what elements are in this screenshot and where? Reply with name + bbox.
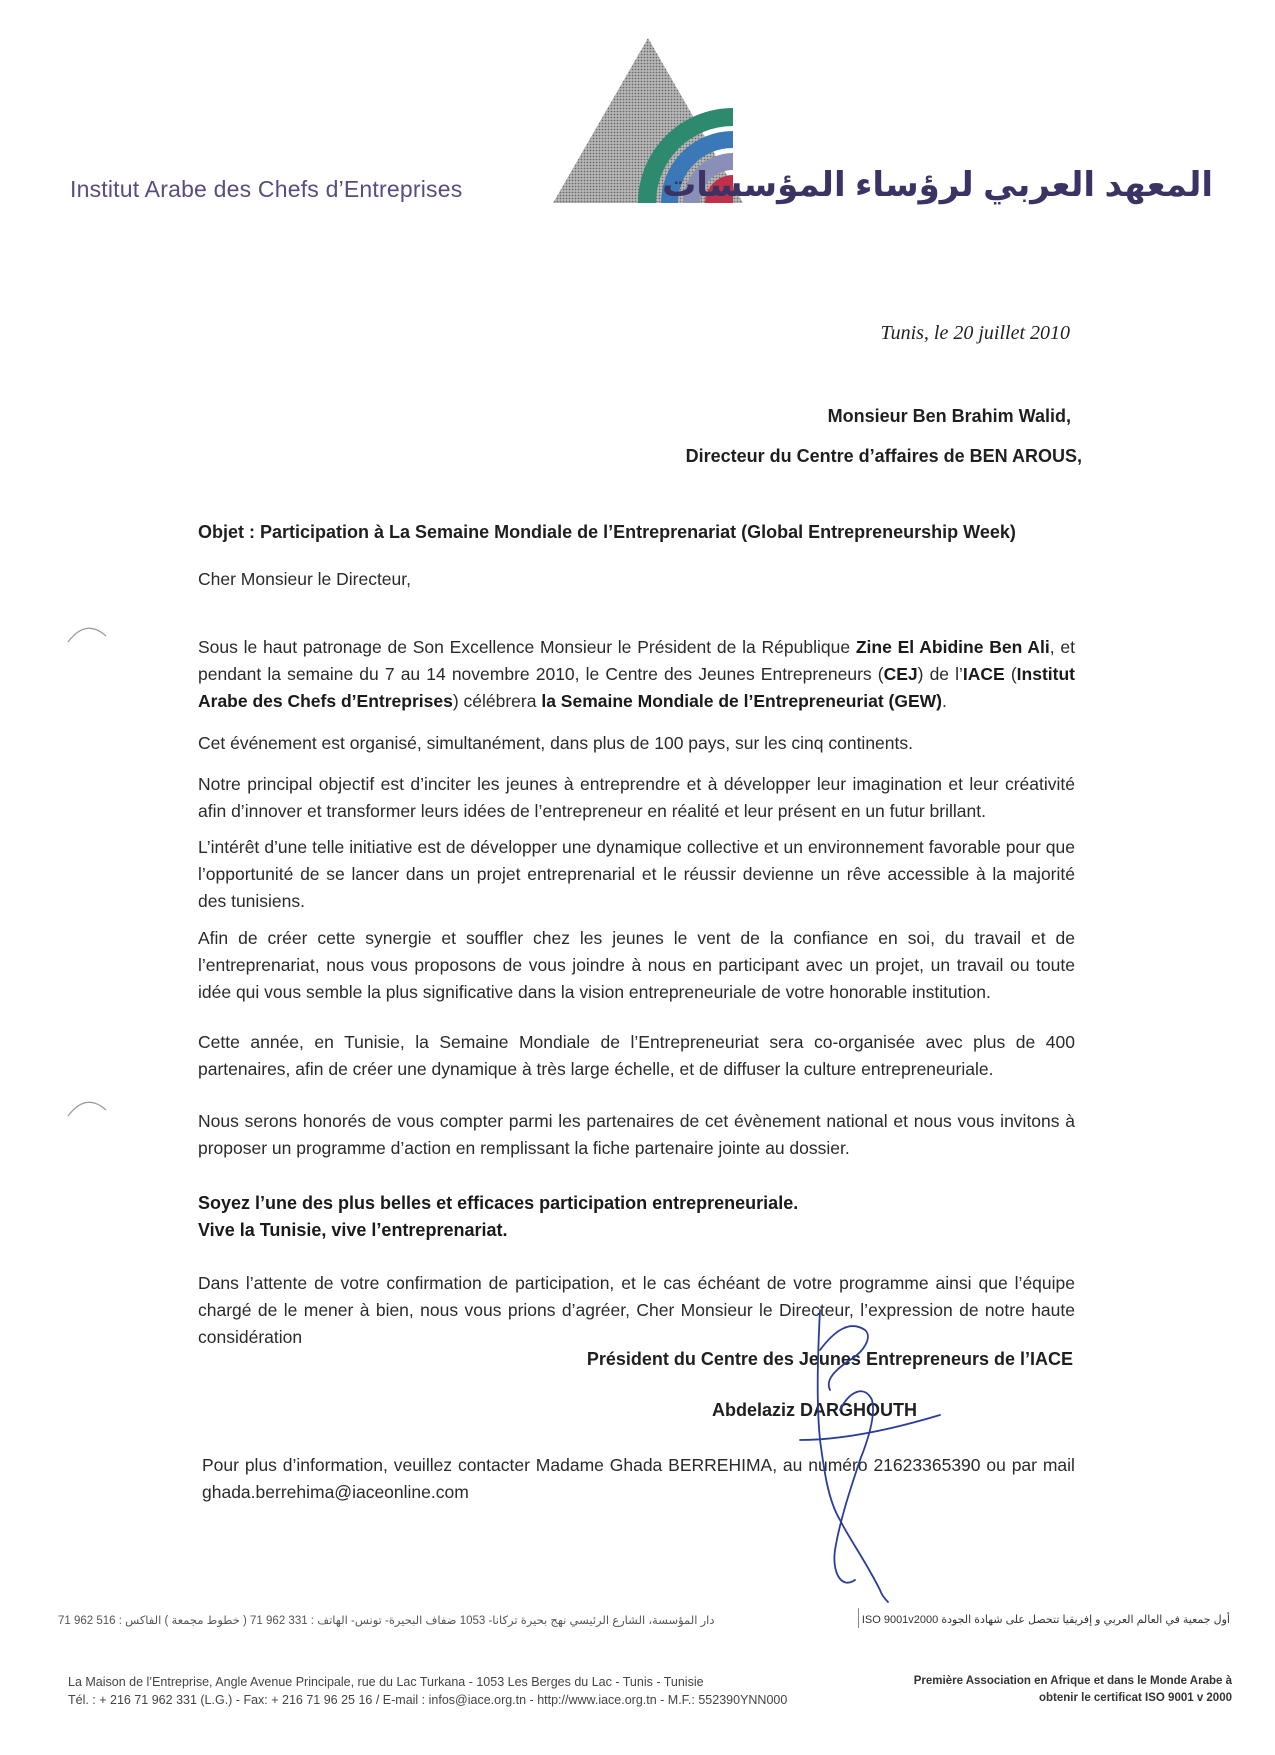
cej-acronym: CEJ <box>883 664 918 684</box>
salutation: Cher Monsieur le Directeur, <box>198 569 411 589</box>
recipient-title: Directeur du Centre d’affaires de BEN AROUS, <box>685 446 1082 466</box>
paragraph-2: Cet événement est organisé, simultanément, dans plus de 100 pays, sur les cinq continents. <box>198 733 913 753</box>
contact-word: d’information, <box>282 1455 388 1475</box>
handwritten-signature-icon <box>780 1290 960 1610</box>
paragraph-8: Dans l’attente de votre confirmation de participation, et le cas échéant de votre programme ainsi que l’équipe chargé de le mener à bien, nous vous prions d’agréer, Cher Monsieur le Directeur, l’expression de notre haute considération <box>198 1273 1075 1347</box>
iace-full-name: Institut Arabe des Chefs d’Entreprises <box>198 664 1075 711</box>
p1-text: . <box>941 691 947 711</box>
punch-hole-mark-icon <box>66 622 108 644</box>
contact-word: mail <box>1042 1455 1075 1475</box>
punch-hole-mark-icon <box>66 1096 108 1118</box>
footer-cert-fr <box>914 1673 1232 1707</box>
contact-phone: 21623365390 <box>873 1455 981 1475</box>
footer-address-ar: دار المؤسسة، الشارع الرئيسي نهج بحيرة تركانا- 1053 ضفاف البحيرة- تونس- الهاتف : 331 962 71 ( خطوط مجمعة ) الفاكس : 516 962 71 <box>58 1615 715 1627</box>
org-name-fr: Institut Arabe des Chefs d’Entreprises <box>70 176 463 202</box>
contact-word: au <box>782 1455 803 1475</box>
org-name-ar: المعهد العربي لرؤساء المؤسسات <box>662 166 1213 204</box>
p1-text: Sous le haut patronage de Son Excellence Monsieur le Président de la République <box>198 637 856 657</box>
p1-text: , et pendant la semaine du 7 au 14 novembre 2010, le Centre des Jeunes Entrepreneurs ( <box>198 637 1075 684</box>
contact-word: plus <box>244 1455 277 1475</box>
contact-word: Ghada <box>609 1455 663 1475</box>
gew-name: la Semaine Mondiale de l’Entrepreneuriat (GEW) <box>541 691 942 711</box>
footer-cert-ar: أول جمعية في العالم العربي و إفريقيا تتحصل على شهادة الجودة ISO 9001v2000 <box>861 1614 1230 1626</box>
footer-divider <box>858 1608 859 1628</box>
recipient-name: Monsieur Ben Brahim Walid, <box>827 406 1071 426</box>
paragraph-6: Cette année, en Tunisie, la Semaine Mondiale de l’Entrepreneuriat sera co-organisée avec plus de 400 partenaires, afin de créer une dynamique à très large échelle, et de diffuser la culture entrepreneuriale. <box>198 1032 1075 1079</box>
contact-word: Pour <box>202 1455 239 1475</box>
p1-text: ) de l’ <box>917 664 963 684</box>
footer-address-fr <box>68 1673 787 1709</box>
contact-word: numéro <box>808 1455 868 1475</box>
footer-cert-line1: Première Association en Afrique et dans le Monde Arabe à <box>913 1675 1232 1687</box>
paragraph-4: L’intérêt d’une telle initiative est de développer une dynamique collective et un environnement favorable pour que l’opportunité de se lancer dans un projet entreprenarial et le réussir devienne un rêve accessible à la majorité des tunisiens. <box>198 837 1075 911</box>
letter-date: Tunis, le 20 juillet 2010 <box>880 322 1070 344</box>
footer-address-line2: Tél. : + 216 71 962 331 (L.G.) - Fax: + 216 71 96 25 16 / E-mail : infos@iace.org.tn - http://www.iace.org.tn - M.F.: 552390YNN000 <box>68 1693 788 1707</box>
contact-word: contacter <box>457 1455 530 1475</box>
contact-word: Madame <box>535 1455 604 1475</box>
president-name: Zine El Abidine Ben Ali <box>855 637 1050 657</box>
contact-word: par <box>1011 1455 1037 1475</box>
contact-word: ou <box>986 1455 1006 1475</box>
contact-word: veuillez <box>393 1455 453 1475</box>
signer-title: Président du Centre des Jeunes Entrepreneurs de l’IACE <box>586 1349 1073 1369</box>
paragraph-7: Nous serons honorés de vous compter parmi les partenaires de cet évènement national et nous vous invitons à proposer un programme d’action en remplissant la fiche partenaire jointe au dossier. <box>198 1111 1075 1158</box>
paragraph-5: Afin de créer cette synergie et souffler chez les jeunes le vent de la confiance en soi, du travail et de l’entreprenariat, nous vous proposons de vous joindre à nous en participant avec un projet, un travail ou toute idée qui vous semble la plus significative dans la vision entrepreneuriale de votre honorable institution. <box>198 928 1075 1002</box>
p1-text: ) célébrera <box>452 691 542 711</box>
paragraph-3: Notre principal objectif est d’inciter les jeunes à entreprendre et à développer leur imagination et leur créativité afin d’innover et transformer leurs idées de l’entrepreneur en réalité et leur présent en un futur brillant. <box>198 774 1075 821</box>
iace-acronym: IACE <box>962 664 1005 684</box>
p1-text: ( <box>1004 664 1017 684</box>
paragraph-1 <box>198 634 1075 715</box>
contact-email: ghada.berrehima@iaceonline.com <box>202 1482 469 1502</box>
footer-cert-line2: obtenir le certificat ISO 9001 v 2000 <box>1038 1692 1232 1704</box>
contact-word: BERREHIMA, <box>668 1455 778 1475</box>
slogan-2: Vive la Tunisie, vive l’entreprenariat. <box>198 1220 508 1240</box>
slogan-1: Soyez l’une des plus belles et efficaces participation entrepreneuriale. <box>198 1193 799 1213</box>
signer-name: Abdelaziz DARGHOUTH <box>711 1400 917 1420</box>
letter-subject: Objet : Participation à La Semaine Mondiale de l’Entreprenariat (Global Entrepreneurship Week) <box>198 522 1016 542</box>
footer-address-line1: La Maison de l’Entreprise, Angle Avenue Principale, rue du Lac Turkana - 1053 Les Berges du Lac - Tunis - Tunisie <box>68 1675 704 1689</box>
